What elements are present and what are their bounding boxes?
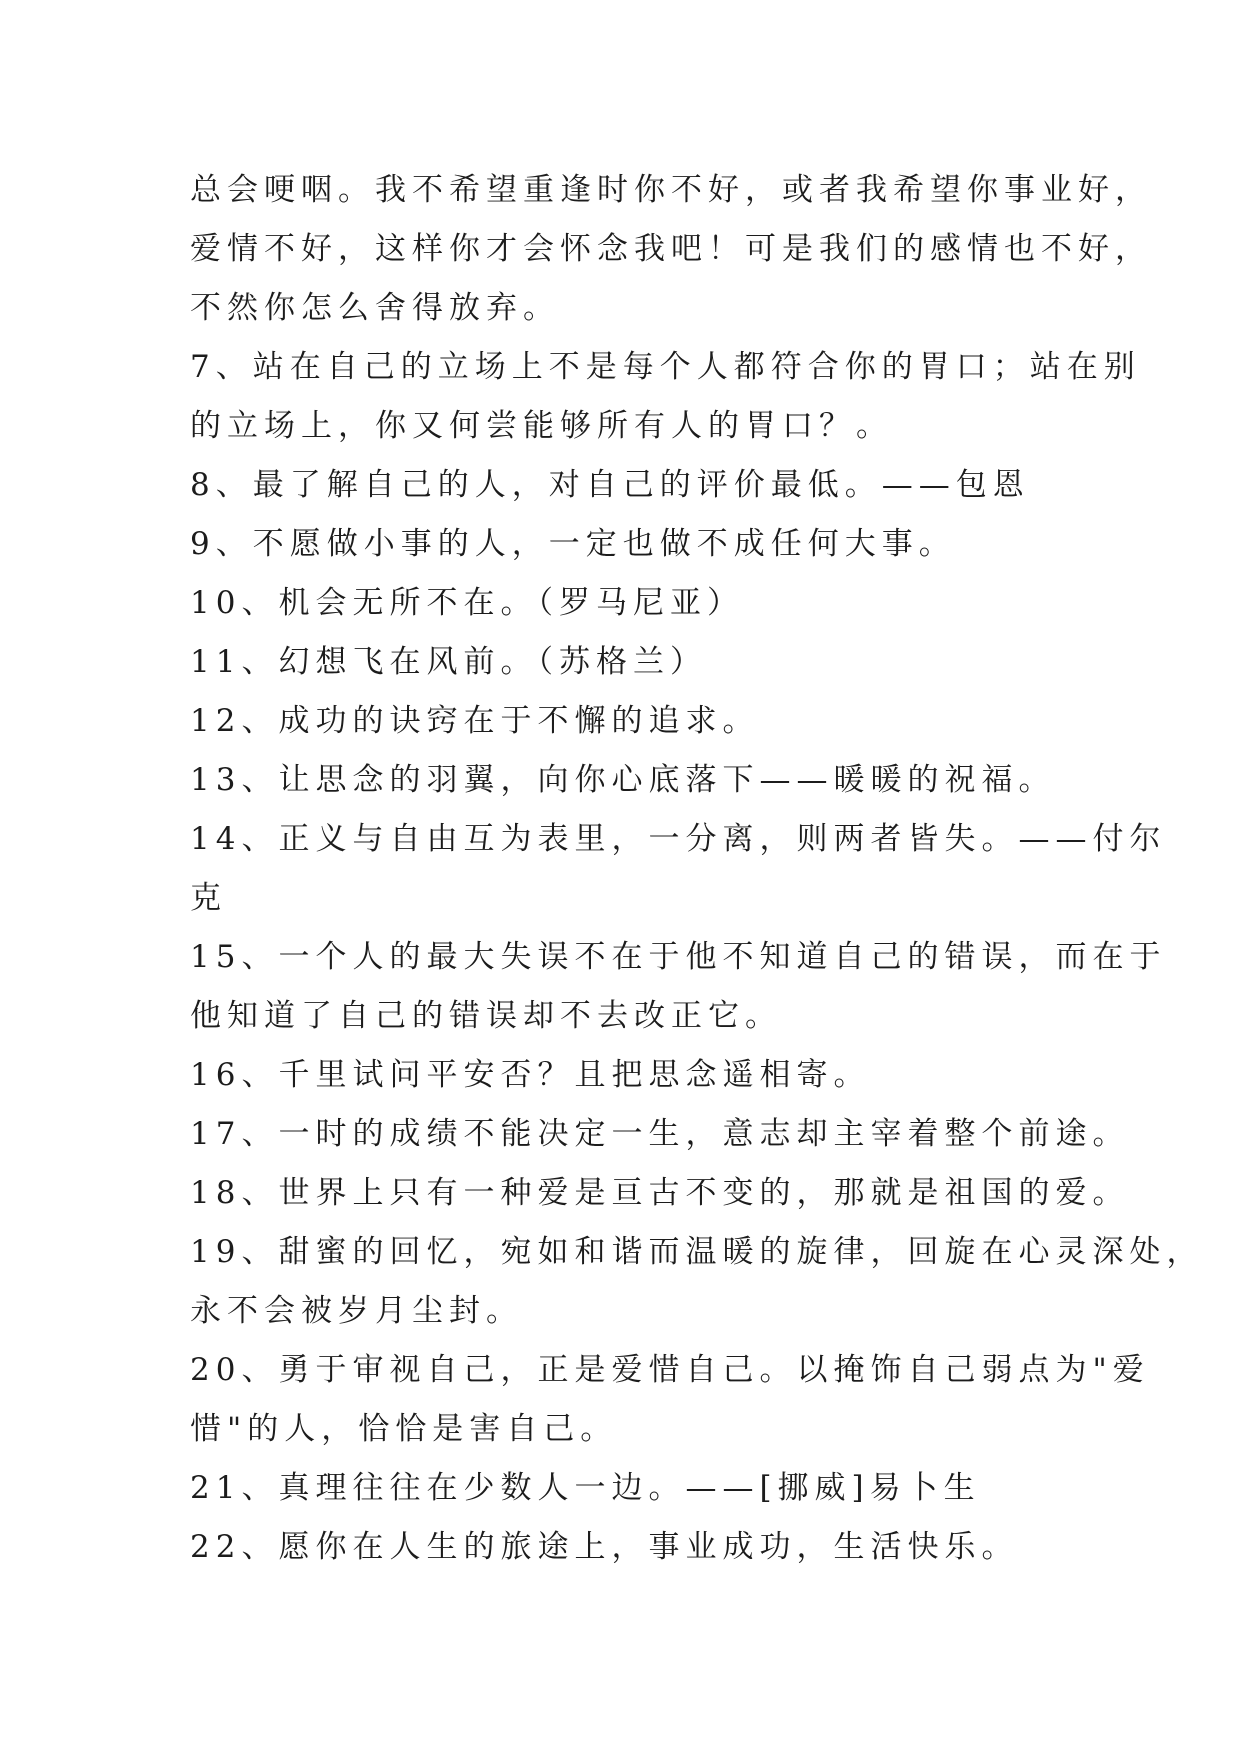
text-line: 9、不愿做小事的人，一定也做不成任何大事。 xyxy=(190,526,956,562)
text-line: 14、正义与自由互为表里，一分离，则两者皆失。——付尔 xyxy=(190,821,1167,857)
text-line: 12、成功的诀窍在于不懈的追求。 xyxy=(190,703,760,739)
text-line: 7、站在自己的立场上不是每个人都符合你的胃口；站在别 xyxy=(190,349,1141,385)
text-line: 20、勇于审视自己，正是爱惜自己。以掩饰自己弱点为"爱 xyxy=(190,1352,1150,1388)
text-line: 13、让思念的羽翼，向你心底落下——暖暖的祝福。 xyxy=(190,762,1056,798)
text-line: 永不会被岁月尘封。 xyxy=(190,1293,523,1329)
text-line: 18、世界上只有一种爱是亘古不变的，那就是祖国的爱。 xyxy=(190,1175,1130,1211)
text-line: 他知道了自己的错误却不去改正它。 xyxy=(190,998,782,1034)
text-line: 22、愿你在人生的旅途上，事业成功，生活快乐。 xyxy=(190,1529,1019,1565)
document-body xyxy=(190,161,1204,1577)
text-line: 惜"的人，恰恰是害自己。 xyxy=(190,1411,618,1447)
text-line: 爱情不好，这样你才会怀念我吧！可是我们的感情也不好， xyxy=(190,231,1152,267)
text-line: 16、千里试问平安否？且把思念遥相寄。 xyxy=(190,1057,871,1093)
text-line: 不然你怎么舍得放弃。 xyxy=(190,290,560,326)
text-line: 19、甜蜜的回忆，宛如和谐而温暖的旋律，回旋在心灵深处， xyxy=(190,1234,1204,1270)
text-line: 17、一时的成绩不能决定一生，意志却主宰着整个前途。 xyxy=(190,1116,1130,1152)
text-line: 克 xyxy=(190,880,227,916)
text-line: 11、幻想飞在风前。（苏格兰） xyxy=(190,644,707,680)
text-line: 8、最了解自己的人，对自己的评价最低。——包恩 xyxy=(190,467,1030,503)
text-line: 10、机会无所不在。（罗马尼亚） xyxy=(190,585,744,621)
text-line: 总会哽咽。我不希望重逢时你不好，或者我希望你事业好， xyxy=(190,172,1152,208)
text-line: 的立场上，你又何尝能够所有人的胃口？。 xyxy=(190,408,893,444)
text-line: 21、真理往往在少数人一边。——[挪威]易卜生 xyxy=(190,1470,981,1506)
text-line: 15、一个人的最大失误不在于他不知道自己的错误，而在于 xyxy=(190,939,1167,975)
